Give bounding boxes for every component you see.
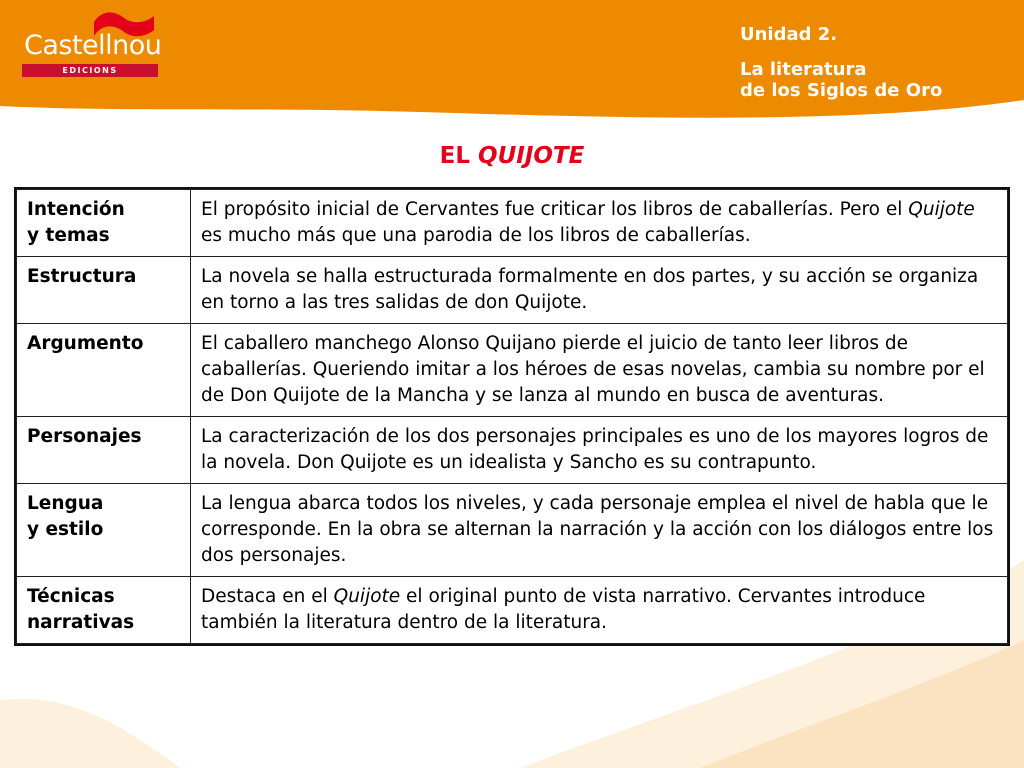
brand-subtitle: EDICIONS — [62, 66, 118, 75]
unit-title-line2: de los Siglos de Oro — [740, 80, 943, 101]
row-header — [17, 417, 191, 484]
table-row — [17, 257, 1008, 324]
row-content — [191, 577, 1008, 644]
row-header-line: Técnicas — [27, 586, 115, 607]
row-header — [17, 257, 191, 324]
content-italic: Quijote — [908, 199, 975, 220]
page-title — [0, 143, 1024, 169]
title-prefix: EL — [439, 143, 479, 169]
row-header — [17, 190, 191, 257]
row-header-line: y temas — [27, 225, 110, 246]
row-content: La caracterización de los dos personajes principales es uno de los mayores logros de la novela. Don Quijote es un idealista y Sancho es su contrapunto. — [191, 417, 1008, 484]
row-header — [17, 577, 191, 644]
table-row — [17, 577, 1008, 644]
content-italic: Quijote — [333, 586, 401, 607]
row-content: La novela se halla estructurada formalmente en dos partes, y su acción se organiza en torno a las tres salidas de don Quijote. — [191, 257, 1008, 324]
row-header-line: Personajes — [27, 426, 142, 447]
row-header-line: Estructura — [27, 266, 137, 287]
row-header-line: y estilo — [27, 519, 104, 540]
title-italic: QUIJOTE — [478, 143, 585, 169]
table-row — [17, 324, 1008, 417]
content-text: El propósito inicial de Cervantes fue criticar los libros de caballerías. Pero el — [201, 199, 909, 220]
row-header-line: Intención — [27, 199, 125, 220]
row-header — [17, 324, 191, 417]
row-header-line: narrativas — [27, 612, 135, 633]
brand-name: Castellnou — [24, 30, 162, 61]
unit-heading — [740, 24, 942, 101]
row-header — [17, 484, 191, 577]
unit-title-line1: La literatura — [740, 59, 867, 80]
row-header-line: Lengua — [27, 493, 104, 514]
table-row — [17, 190, 1008, 257]
content-text: el original punto de vista narrativo. Cervantes introduce también la literatura dentro de la literatura. — [201, 586, 926, 633]
row-header-line: Argumento — [27, 333, 144, 354]
row-content: La lengua abarca todos los niveles, y cada personaje emplea el nivel de habla que le corresponde. En la obra se alternan la narración y la acción con los diálogos entre los dos personajes. — [191, 484, 1008, 577]
table-row — [17, 417, 1008, 484]
table-row — [17, 484, 1008, 577]
quijote-table — [16, 189, 1008, 644]
row-content — [191, 190, 1008, 257]
brand-logo — [22, 8, 162, 78]
content-text: es mucho más que una parodia de los libros de caballerías. — [201, 225, 751, 246]
content-text: Destaca en el — [201, 586, 334, 607]
unit-number: Unidad 2. — [740, 24, 838, 45]
row-content: El caballero manchego Alonso Quijano pierde el juicio de tanto leer libros de caballerías. Queriendo imitar a los héroes de esas novelas, cambia su nombre por el de Don Quijote de la Mancha y se lanza al mundo en busca de aventuras. — [191, 324, 1008, 417]
